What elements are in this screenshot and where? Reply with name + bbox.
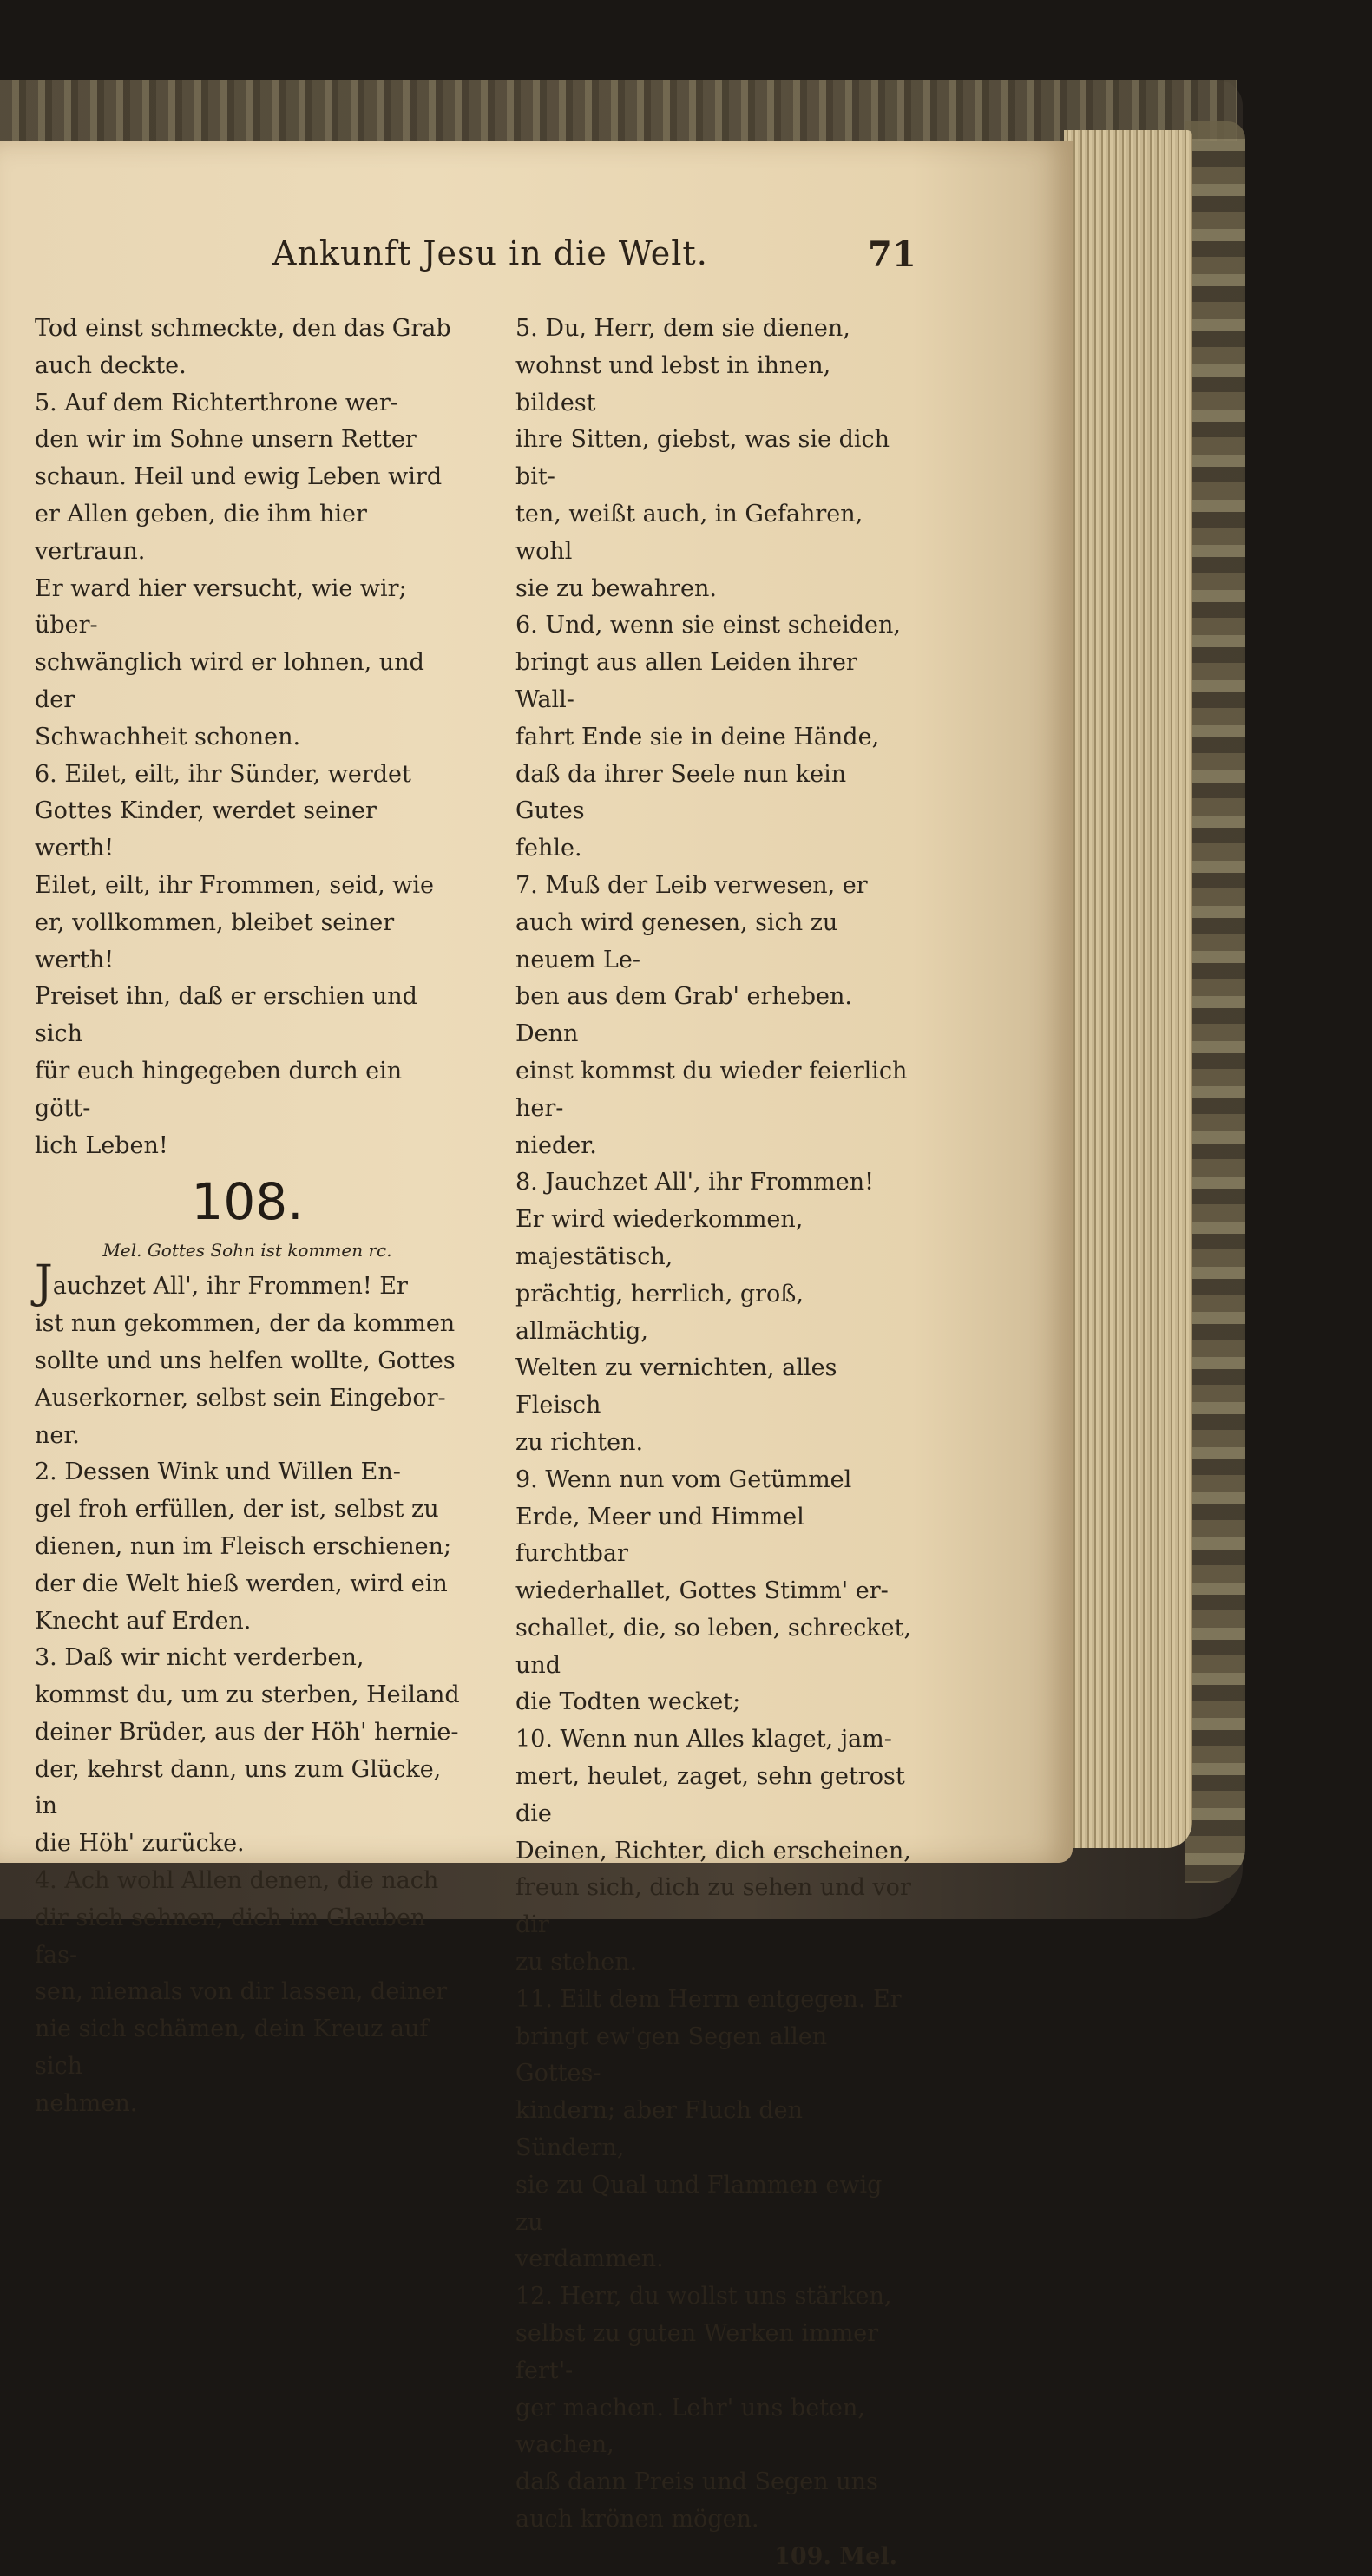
text-line: 5. Du, Herr, dem sie dienen,: [515, 315, 850, 342]
text-line: auch krönen mögen.: [515, 2506, 759, 2533]
text-line: 7. Muß der Leib verwesen, er: [515, 871, 868, 899]
text-line: ben aus dem Grab' erheben. Denn: [515, 983, 852, 1048]
text-line: auch deckte.: [35, 351, 187, 379]
text-line: ger machen. Lehr' uns beten, wachen,: [515, 2394, 865, 2459]
text-line: dienen, nun im Fleisch erschienen;: [35, 1532, 452, 1560]
text-line: der die Welt hieß werden, wird ein: [35, 1570, 448, 1597]
text-line: selbst zu guten Werken immer fert'-: [515, 2320, 879, 2384]
text-line: ner.: [35, 1421, 80, 1449]
text-line: er Allen geben, die ihm hier vertraun.: [35, 500, 367, 565]
first-line-rest: auchzet All', ihr Frommen! Er: [52, 1273, 408, 1301]
text-line: die Todten wecket;: [515, 1688, 741, 1716]
text-line: nie sich schämen, dein Kreuz auf sich: [35, 2016, 429, 2081]
text-line: 3. Daß wir nicht verderben,: [35, 1644, 364, 1672]
text-line: zu stehen.: [515, 1949, 638, 1976]
left-column: [35, 311, 460, 2123]
text-line: Preiset ihn, daß er erschien und sich: [35, 983, 417, 1048]
text-line: deiner Brüder, aus der Höh' hernie-: [35, 1718, 459, 1746]
text-line: den wir im Sohne unsern Retter: [35, 426, 417, 454]
text-line: fahrt Ende sie in deine Hände,: [515, 723, 880, 751]
text-line: 10. Wenn nun Alles klaget, jam-: [515, 1726, 892, 1753]
text-line: 11. Eilt dem Herrn entgegen. Er: [515, 1985, 902, 2013]
text-line: wiederhallet, Gottes Stimm' er-: [515, 1577, 889, 1605]
text-line: Welten zu vernichten, alles Fleisch: [515, 1354, 837, 1419]
page-number: 71: [868, 234, 916, 275]
text-line: nehmen.: [35, 2089, 138, 2117]
text-line: ist nun gekommen, der da kommen: [35, 1310, 456, 1338]
melody-line: Mel. Gottes Sohn ist kommen rc.: [102, 1240, 392, 1262]
left-lines-after: [35, 1306, 460, 2123]
text-line: sie zu bewahren.: [515, 574, 717, 602]
text-line: schallet, die, so leben, schrecket, und: [515, 1614, 912, 1679]
text-line: ten, weißt auch, in Gefahren, wohl: [515, 500, 863, 565]
text-line: Erde, Meer und Himmel furchtbar: [515, 1503, 804, 1568]
text-line: 9. Wenn nun vom Getümmel: [515, 1465, 852, 1493]
text-line: lich Leben!: [35, 1131, 168, 1159]
text-line: schwänglich wird er lohnen, und der: [35, 649, 424, 713]
text-line: bringt ew'gen Segen allen Gottes-: [515, 2022, 828, 2088]
text-line: für euch hingegeben durch ein gött-: [35, 1057, 403, 1122]
text-line: 4. Ach wohl Allen denen, die nach: [35, 1867, 439, 1895]
text-line: nieder.: [515, 1131, 597, 1159]
text-line: Deinen, Richter, dich erscheinen,: [515, 1837, 911, 1865]
text-line: sie zu Qual und Flammen ewig zu: [515, 2171, 883, 2236]
text-line: zu richten.: [515, 1428, 644, 1456]
text-line: Er wird wiederkommen, majestätisch,: [515, 1206, 804, 1270]
text-line: Knecht auf Erden.: [35, 1607, 252, 1635]
text-line: fehle.: [515, 835, 582, 862]
drop-cap: J: [35, 1256, 53, 1309]
text-line: mert, heulet, zaget, sehn getrost die: [515, 1763, 905, 1827]
text-line: gel froh erfüllen, der ist, selbst zu: [35, 1496, 439, 1524]
text-line: Schwachheit schonen.: [35, 723, 301, 751]
text-line: sollte und uns helfen wollte, Gottes: [35, 1347, 456, 1374]
text-line: der, kehrst dann, uns zum Glücke, in: [35, 1755, 442, 1820]
page-header: [0, 227, 920, 279]
text-line: kindern; aber Fluch den Sündern,: [515, 2097, 803, 2162]
text-line: schaun. Heil und ewig Leben wird: [35, 463, 443, 491]
text-line: Auserkorner, selbst sein Eingebor-: [35, 1384, 446, 1412]
text-line: er, vollkommen, bleibet seiner werth!: [35, 908, 395, 973]
left-lines-before: [35, 311, 460, 1164]
page-edges: [1064, 130, 1192, 1848]
text-line: dir sich sehnen, dich im Glauben fas-: [35, 1904, 426, 1969]
text-line: die Höh' zurücke.: [35, 1830, 245, 1858]
right-column: [515, 311, 915, 2576]
text-line: einst kommst du wieder feierlich her-: [515, 1057, 908, 1122]
cover-spine-edge: [1185, 121, 1245, 1883]
catchword: 109. Mel.: [774, 2542, 897, 2570]
text-line: kommst du, um zu sterben, Heiland: [35, 1681, 460, 1709]
text-line: 2. Dessen Wink und Willen En-: [35, 1458, 401, 1486]
running-title: Ankunft Jesu in die Welt.: [272, 234, 708, 272]
text-line: prächtig, herrlich, groß, allmächtig,: [515, 1280, 804, 1345]
hymn-number: 108.: [191, 1172, 304, 1232]
text-line: sen, niemals von dir lassen, deiner: [35, 1978, 448, 2006]
text-line: 6. Und, wenn sie einst scheiden,: [515, 612, 901, 639]
text-line: 8. Jauchzet All', ihr Frommen!: [515, 1169, 874, 1196]
text-line: Er ward hier versucht, wie wir; über-: [35, 574, 407, 639]
hymn-first-line: [35, 1256, 460, 1309]
text-line: freun sich, dich zu sehen und vor dir: [515, 1874, 911, 1939]
text-line: Tod einst schmeckte, den das Grab: [35, 315, 451, 342]
text-line: Gottes Kinder, werdet seiner werth!: [35, 797, 377, 862]
text-line: daß dann Preis und Segen uns: [515, 2468, 878, 2496]
text-line: auch wird genesen, sich zu neuem Le-: [515, 908, 838, 973]
text-line: ihre Sitten, giebst, was sie dich bit-: [515, 426, 890, 491]
text-line: 5. Auf dem Richterthrone wer-: [35, 389, 398, 416]
text-line: bringt aus allen Leiden ihrer Wall-: [515, 649, 857, 713]
text-line: 12. Herr, du wollst uns stärken,: [515, 2283, 892, 2311]
text-line: Eilet, eilt, ihr Frommen, seid, wie: [35, 871, 435, 899]
text-line: daß da ihrer Seele nun kein Gutes: [515, 760, 847, 825]
text-line: verdammen.: [515, 2245, 664, 2273]
cover-top-band: [0, 80, 1237, 141]
text-line: 6. Eilet, eilt, ihr Sünder, werdet: [35, 760, 411, 788]
text-line: wohnst und lebst in ihnen, bildest: [515, 351, 831, 416]
